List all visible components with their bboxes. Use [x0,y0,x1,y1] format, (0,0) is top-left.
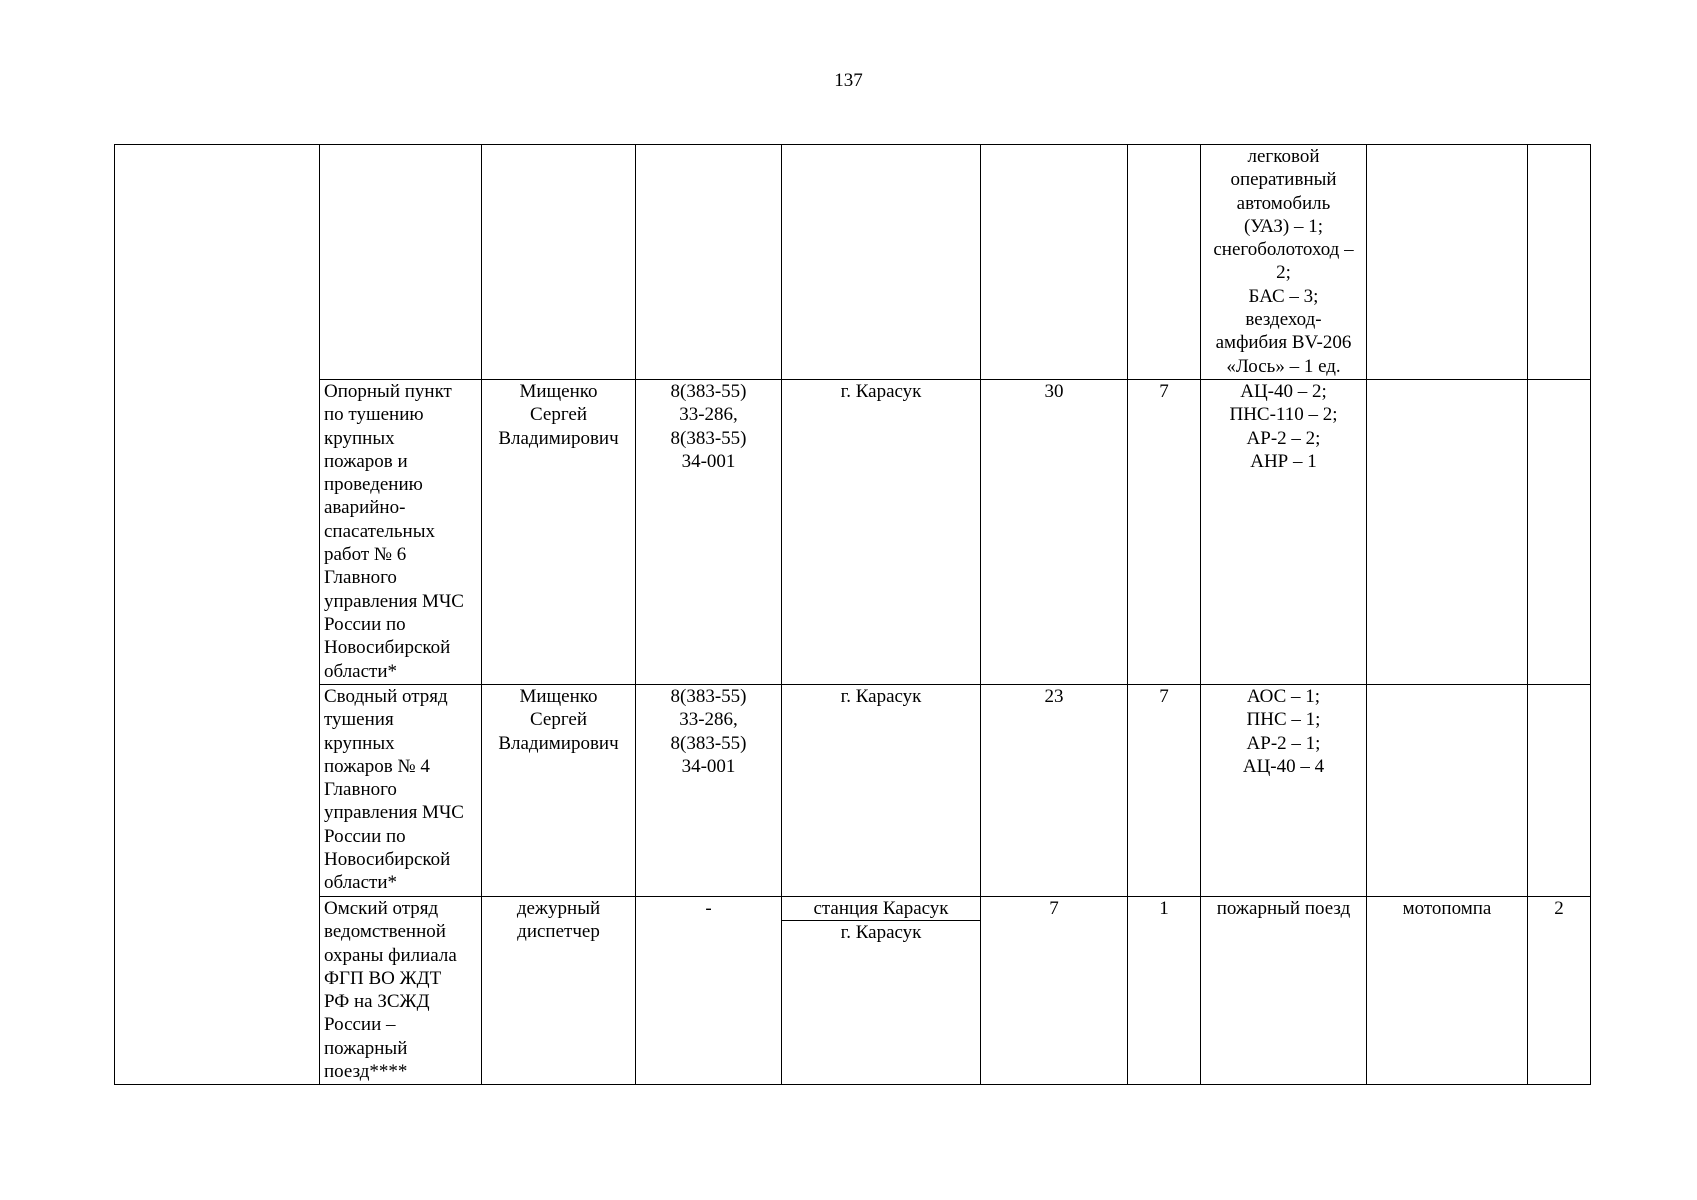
cell-line: России по [324,613,406,635]
cell-line: крупных [324,427,395,449]
equipment-cell [1201,380,1367,685]
cell-line: амфибия BV-206 [1215,332,1352,354]
cell-line: 34-001 [681,450,736,472]
table-row [115,380,1591,685]
head-cell [482,380,636,685]
resources-table [114,144,1591,1085]
location-cell [782,685,981,897]
cell-line: 34-001 [681,755,736,777]
head-cell [482,145,636,380]
cell-line: ФГП ВО ЖДТ [324,967,442,989]
organization-cell [320,897,482,1085]
cell-line: г. Карасук [840,381,922,402]
cell-line: тушения [324,709,394,731]
personnel-cell: 7 [981,897,1128,1085]
units-count-cell: 7 [1128,380,1201,685]
cell-line: спасательных [324,520,435,542]
cell-line: России по [324,825,406,847]
cell-line: 8(383-55) [670,686,747,707]
cell-line: Новосибирской [324,637,451,659]
cell-line: ПНС-110 – 2; [1229,404,1338,426]
cell-line: крупных [324,732,395,754]
equipment-cell [1201,685,1367,897]
cell-line: пожарный поезд [1216,898,1351,919]
units-count-cell: 7 [1128,685,1201,897]
cell-line: оперативный [1230,169,1337,191]
cell-line: АОС – 1; [1246,686,1321,707]
extra-equipment-cell [1367,145,1528,380]
cell-line: Сергей [530,709,587,731]
cell-line: РФ на ЗСЖД [324,991,430,1013]
cell-line: России – [324,1014,396,1036]
cell-line: диспетчер [517,921,600,943]
cell-line: аварийно- [324,497,406,519]
cell-line: Мищенко [519,381,598,402]
cell-line: - [705,898,712,919]
cell-line: 8(383-55) [670,427,747,449]
page-number: 137 [834,70,863,91]
units-count-cell [1128,145,1201,380]
extra-count-cell: 2 [1528,897,1591,1085]
phone-cell [636,897,782,1085]
cell-line: области* [324,660,398,682]
cell-line: 2; [1276,262,1291,284]
cell-line: управления МЧС [324,590,464,612]
cell-line: «Лось» – 1 ед. [1226,355,1341,377]
cell-line: АНР – 1 [1250,450,1317,472]
table-row [115,145,1591,380]
phone-cell [636,145,782,380]
equipment-cell [1201,145,1367,380]
extra-equipment-cell: мотопомпа [1367,897,1528,1085]
cell-line: пожарный [324,1037,408,1059]
cell-line: АЦ-40 – 2; [1240,381,1327,402]
location-cell [782,897,981,1085]
cell-line: 8(383-55) [670,732,747,754]
cell-line: пожаров № 4 [324,755,430,777]
cell-line: Мищенко [519,686,598,707]
cell-line: охраны филиала [324,944,457,966]
cell-line: снегоболотоход – [1213,239,1354,261]
cell-line: пожаров и [324,450,408,472]
cell-line: 33-286, [679,709,738,731]
location-cell [782,380,981,685]
cell-line: легковой [1247,146,1320,167]
organization-cell [320,685,482,897]
cell-line: ведомственной [324,921,446,943]
table-row [115,685,1591,897]
personnel-cell [981,145,1128,380]
table-row [115,897,1591,1085]
cell-line: БАС – 3; [1248,285,1319,307]
extra-equipment-cell [1367,685,1528,897]
cell-line: Новосибирской [324,849,451,871]
head-cell [482,897,636,1085]
cell-line: АЦ-40 – 4 [1242,755,1325,777]
equipment-cell [1201,897,1367,1085]
head-cell [482,685,636,897]
cell-line: работ № 6 [324,544,407,566]
cell-line: Омский отряд [324,898,439,919]
organization-cell [320,380,482,685]
units-count-cell: 1 [1128,897,1201,1085]
cell-line: (УАЗ) – 1; [1243,215,1324,237]
extra-count-cell [1528,145,1591,380]
cell-line: Главного [324,779,397,801]
extra-count-cell [1528,685,1591,897]
extra-equipment-cell [1367,380,1528,685]
extra-count-cell [1528,380,1591,685]
personnel-cell: 23 [981,685,1128,897]
cell-line: г. Карасук [840,686,922,707]
cell-line: АР-2 – 1; [1246,732,1321,754]
location-sub-cell: станция Карасук [782,897,980,921]
cell-line: управления МЧС [324,802,464,824]
cell-line: автомобиль [1236,192,1331,214]
phone-cell [636,685,782,897]
cell-line: Сергей [530,404,587,426]
cell-line: 8(383-55) [670,381,747,402]
organization-cell [320,145,482,380]
cell-line: Главного [324,567,397,589]
cell-line: дежурный [516,898,601,919]
location-line: г. Карасук [840,922,922,944]
personnel-cell: 30 [981,380,1128,685]
cell-line: Сводный отряд [324,686,448,707]
cell-line: АР-2 – 2; [1246,427,1321,449]
cell-line: 33-286, [679,404,738,426]
cell-line: Владимирович [498,732,619,754]
cell-line: Владимирович [498,427,619,449]
location-cell [782,145,981,380]
cell-line: области* [324,872,398,894]
cell-line: по тушению [324,404,424,426]
cell-line: проведению [324,474,423,496]
cell-line: Опорный пункт [324,381,452,402]
cell-line: ПНС – 1; [1246,709,1321,731]
blank-cell [115,145,320,1085]
cell-line: вездеход- [1245,309,1322,331]
cell-line: поезд**** [324,1061,408,1083]
phone-cell [636,380,782,685]
